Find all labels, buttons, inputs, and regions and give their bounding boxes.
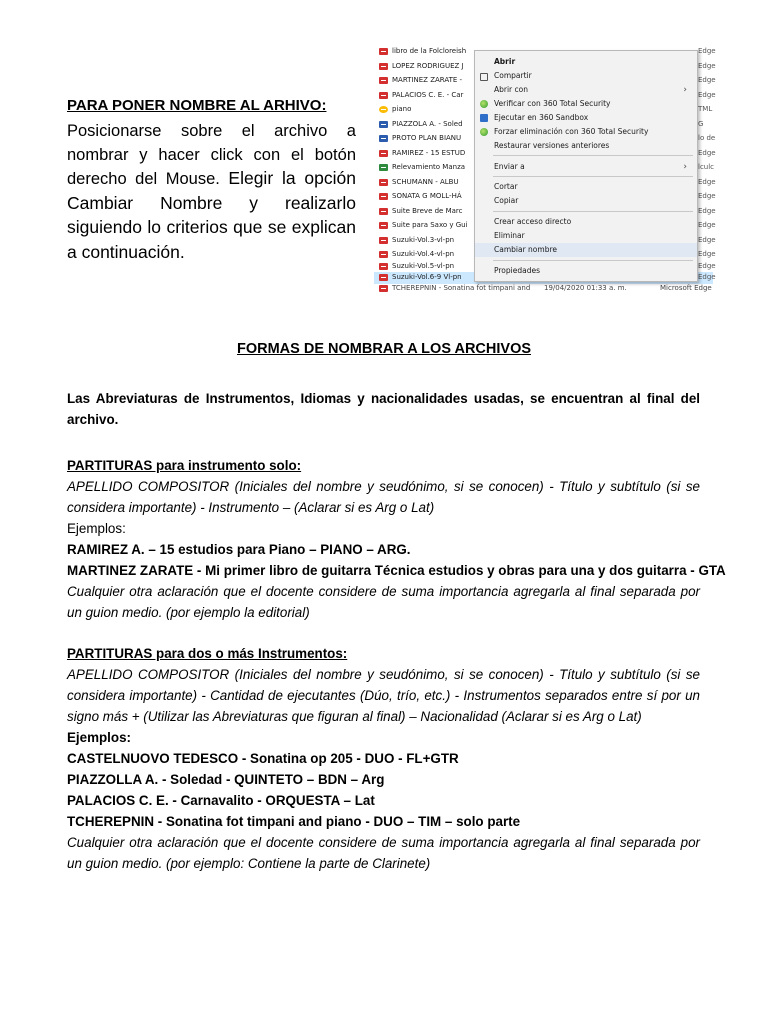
- menu-label: Abrir: [494, 57, 516, 66]
- solo-section: [67, 455, 726, 623]
- menu-item-enviar[interactable]: [475, 160, 697, 174]
- menu-item-restaurar[interactable]: [475, 139, 697, 153]
- menu-label: Compartir: [494, 71, 532, 80]
- file-name: Suzuki-Vol.3-vl-pn: [392, 235, 455, 244]
- file-name: PIAZZOLA A. - Soled: [392, 119, 463, 128]
- pdf-icon: [379, 150, 388, 157]
- security-icon: [480, 100, 488, 108]
- menu-item-crear-acceso[interactable]: [475, 215, 697, 229]
- solo-note: Cualquier otra aclaración que el docente considere de suma importancia agregarla al final separada por un guion medio. (por ejemplo la editorial): [67, 584, 700, 620]
- file-type: lculc: [698, 163, 715, 171]
- security-icon: [480, 128, 488, 136]
- menu-label: Eliminar: [494, 231, 525, 240]
- file-type: lo de: [698, 134, 716, 142]
- pdf-icon: [379, 208, 388, 215]
- file-name: SCHUMANN - ALBU: [392, 177, 459, 186]
- pdf-icon: [379, 222, 388, 229]
- menu-item-cambiar-nombre[interactable]: [475, 243, 697, 257]
- file-name: libro de la Folcloreish: [392, 47, 467, 55]
- context-menu: [474, 50, 698, 282]
- menu-separator: [493, 211, 693, 212]
- chrome-icon: [379, 106, 388, 113]
- file-name: MARTINEZ ZARATE -: [392, 76, 463, 84]
- file-type: G: [698, 119, 704, 128]
- multi-example: PIAZZOLLA A. - Soledad - QUINTETO – BDN – Arg: [67, 772, 385, 787]
- menu-label: Cortar: [494, 182, 518, 191]
- section-title: FORMAS DE NOMBRAR A LOS ARCHIVOS: [236, 341, 532, 357]
- multi-example: TCHEREPNIN - Sonatina fot timpani and piano - DUO – TIM – solo parte: [67, 814, 521, 829]
- menu-item-abrir[interactable]: [475, 55, 697, 69]
- share-icon: [480, 73, 488, 81]
- menu-item-cortar[interactable]: [475, 180, 697, 194]
- menu-separator: [493, 176, 693, 177]
- file-type: Edge: [698, 261, 716, 270]
- menu-item-eliminar[interactable]: [475, 229, 697, 243]
- image-icon: [379, 121, 388, 128]
- intro-body-part2: Elegir la opción Cambiar Nombre y realizarlo siguiendo lo criterios que se explican a continuación.: [67, 168, 356, 262]
- menu-label: Restaurar versiones anteriores: [494, 141, 610, 150]
- sandbox-icon: [480, 114, 488, 122]
- intro-title: PARA PONER NOMBRE AL ARHIVO:: [67, 97, 327, 114]
- menu-item-copiar[interactable]: [475, 194, 697, 208]
- pdf-icon: [379, 179, 388, 186]
- multi-note: Cualquier otra aclaración que el docente considere de suma importancia agregarla al final separada por un guion medio. (por ejemplo: Contiene la parte de Clarinete): [67, 835, 700, 871]
- file-type: Edge: [698, 177, 716, 186]
- chevron-right-icon: ›: [683, 162, 687, 172]
- file-type: TML: [698, 105, 713, 113]
- file-name: piano: [392, 105, 412, 113]
- menu-label: Crear acceso directo: [494, 217, 572, 226]
- intro-body-part1: Posicionarse sobre el archivo a nombrar y hacer click con el botón derecho del Mouse.: [67, 122, 356, 189]
- file-name: Relevamiento Manza: [392, 163, 466, 171]
- pdf-icon: [379, 48, 388, 55]
- chevron-right-icon: ›: [683, 85, 687, 95]
- menu-item-verificar[interactable]: [475, 97, 697, 111]
- pdf-icon: [379, 77, 388, 84]
- menu-item-propiedades[interactable]: [475, 264, 697, 278]
- menu-label: Abrir con: [494, 85, 528, 94]
- pdf-icon: [379, 263, 388, 270]
- file-name: Suite para Saxo y Gui: [392, 221, 468, 229]
- menu-separator: [493, 260, 693, 261]
- multi-example: PALACIOS C. E. - Carnavalito - ORQUESTA – Lat: [67, 793, 375, 808]
- menu-item-forzar[interactable]: [475, 125, 697, 139]
- file-type: Microsoft Edge: [660, 284, 712, 292]
- sheet-icon: [379, 164, 388, 171]
- file-type: Edge: [698, 206, 716, 215]
- pdf-icon: [379, 63, 388, 70]
- menu-label: Forzar eliminación con 360 Total Security: [494, 127, 649, 136]
- file-type: Edge: [698, 250, 716, 258]
- multi-heading: PARTITURAS para dos o más Instrumentos:: [67, 646, 348, 661]
- menu-label: Propiedades: [494, 266, 540, 275]
- file-name: Suzuki-Vol.6-9 Vl-pn: [392, 273, 462, 281]
- file-type: Edge: [698, 61, 716, 70]
- menu-label: Verificar con 360 Total Security: [494, 99, 611, 108]
- file-type: Edge: [698, 148, 716, 157]
- file-name: PROTO PLAN BIANU: [392, 134, 462, 142]
- multi-examples-label: Ejemplos:: [67, 730, 131, 745]
- pdf-icon: [379, 237, 388, 244]
- explorer-screenshot: [374, 44, 716, 292]
- file-name: Suzuki-Vol.5-vl-pn: [392, 261, 455, 270]
- menu-item-sandbox[interactable]: [475, 111, 697, 125]
- solo-heading: PARTITURAS para instrumento solo:: [67, 458, 302, 473]
- intro-body: [67, 120, 356, 266]
- file-name: PALACIOS C. E. - Car: [392, 90, 464, 99]
- file-type: Edge: [698, 192, 716, 200]
- multi-example: CASTELNUOVO TEDESCO - Sonatina op 205 - DUO - FL+GTR: [67, 751, 459, 766]
- file-date: 19/04/2020 01:33 a. m.: [544, 284, 627, 292]
- file-row: [374, 284, 713, 293]
- solo-example: MARTINEZ ZARATE - Mi primer libro de guitarra Técnica estudios y obras para una y dos guitarra - GTA: [67, 563, 726, 578]
- file-type: Edge: [698, 235, 716, 244]
- pdf-icon: [379, 285, 388, 292]
- solo-example: RAMIREZ A. – 15 estudios para Piano – PIANO – ARG.: [67, 542, 411, 557]
- file-name: SONATA G MOLL-HÁ: [392, 192, 462, 200]
- menu-item-abrir-con[interactable]: [475, 83, 697, 97]
- multi-pattern: APELLIDO COMPOSITOR (Iniciales del nombre y seudónimo, si se conocen) - Título y subtítulo (si se considera importante) - Cantidad de ejecutantes (Dúo, trío, etc.) - Instrumentos separados entre sí por un signo más + (Utilizar las Abreviaturas que figuran al final) – Nacionalidad (Aclarar si es Arg o Lat): [67, 667, 700, 724]
- pdf-icon: [379, 251, 388, 258]
- menu-separator: [493, 155, 693, 156]
- multi-section: [67, 643, 700, 874]
- menu-item-compartir[interactable]: [475, 69, 697, 83]
- word-icon: [379, 135, 388, 142]
- file-name: Suzuki-Vol.4-vl-pn: [392, 250, 455, 258]
- file-type: Edge: [698, 221, 716, 229]
- file-type: Edge: [698, 47, 716, 55]
- pdf-icon: [379, 193, 388, 200]
- file-name: RAMIREZ - 15 ESTUD: [392, 148, 466, 157]
- file-type: Edge: [698, 90, 716, 99]
- file-name: LOPEZ RODRIGUEZ J: [392, 61, 464, 70]
- file-type: Edge: [698, 76, 716, 84]
- pdf-icon: [379, 274, 388, 281]
- abbrev-note: Las Abreviaturas de Instrumentos, Idiomas y nacionalidades usadas, se encuentran al final del archivo.: [67, 391, 700, 427]
- file-name: Suite Breve de Marc: [392, 206, 463, 215]
- file-name: TCHEREPNIN - Sonatina fot timpani and: [392, 284, 531, 292]
- pdf-icon: [379, 92, 388, 99]
- solo-pattern: APELLIDO COMPOSITOR (Iniciales del nombre y seudónimo, si se conocen) - Título y subtítulo (si se considera importante) - Instrumento – (Aclarar si es Arg o Lat): [67, 479, 700, 515]
- menu-label: Cambiar nombre: [494, 245, 557, 254]
- file-type: Edge: [698, 273, 716, 281]
- menu-label: Ejecutar en 360 Sandbox: [494, 113, 589, 122]
- menu-label: Enviar a: [494, 162, 525, 171]
- solo-examples-label: Ejemplos:: [67, 521, 126, 536]
- menu-label: Copiar: [494, 196, 519, 205]
